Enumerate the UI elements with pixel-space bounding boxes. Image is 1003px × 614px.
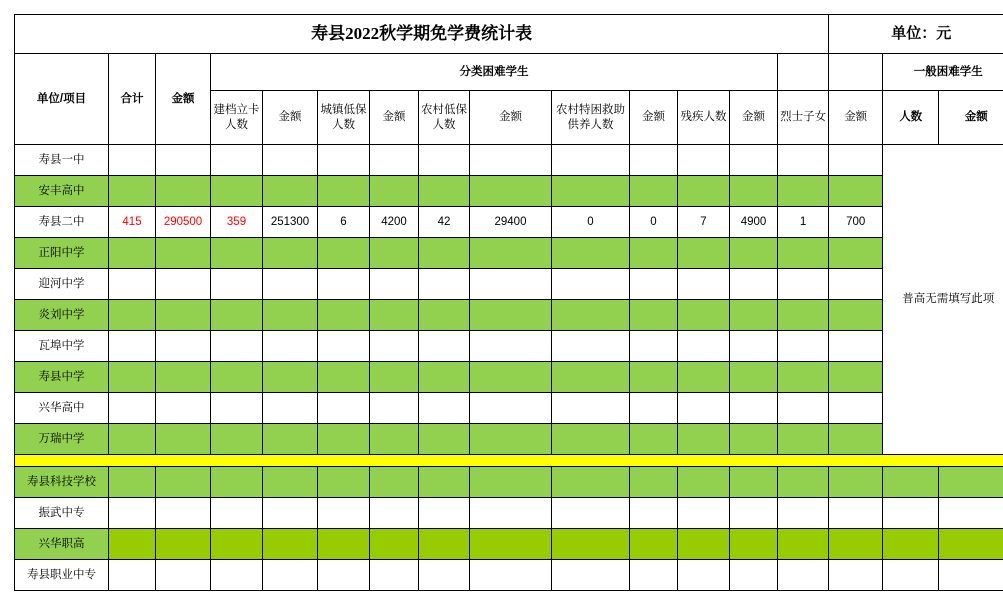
table-row <box>15 176 1003 207</box>
school-name: 安丰高中 <box>15 176 109 207</box>
urban-amount-cell: 4200 <box>370 207 419 238</box>
header-total: 合计 <box>109 54 156 145</box>
table-row <box>15 424 1003 455</box>
header-blank <box>778 54 829 91</box>
statistics-sheet <box>14 14 995 591</box>
header-disabled-amount: 金额 <box>730 91 778 145</box>
header-special-amount: 金额 <box>630 91 678 145</box>
header-general-count: 人数 <box>883 91 939 145</box>
separator-row <box>15 455 1003 467</box>
urban-count-cell: 6 <box>318 207 370 238</box>
header-general-group: 一般困难学生 <box>883 54 1003 91</box>
rural-amount-cell: 29400 <box>470 207 552 238</box>
header-blank <box>829 54 883 91</box>
martyr-amount-cell: 700 <box>829 207 883 238</box>
school-name: 炎刘中学 <box>15 300 109 331</box>
table-row <box>15 529 1003 560</box>
martyr-count-cell: 1 <box>778 207 829 238</box>
table-row <box>15 467 1003 498</box>
header-disabled-count: 残疾人数 <box>678 91 730 145</box>
school-name: 寿县科技学校 <box>15 467 109 498</box>
school-name: 万瑞中学 <box>15 424 109 455</box>
disabled-amount-cell: 4900 <box>730 207 778 238</box>
sheet-title: 寿县2022秋学期免学费统计表 <box>15 15 829 54</box>
disabled-count-cell: 7 <box>678 207 730 238</box>
header-general-amount: 金额 <box>939 91 1003 145</box>
general-note: 普高无需填写此项 <box>883 145 1003 455</box>
header-martyr-count: 烈士子女 <box>778 91 829 145</box>
header-unit-item: 单位/项目 <box>15 54 109 145</box>
special-amount-cell: 0 <box>630 207 678 238</box>
total-cell: 415 <box>109 207 156 238</box>
header-card-amount: 金额 <box>263 91 318 145</box>
header-special-count: 农村特困救助供养人数 <box>552 91 630 145</box>
table-row <box>15 300 1003 331</box>
special-count-cell: 0 <box>552 207 630 238</box>
header-amount: 金额 <box>156 54 211 145</box>
school-name: 寿县一中 <box>15 145 109 176</box>
header-urban-amount: 金额 <box>370 91 419 145</box>
unit-label: 单位：元 <box>829 15 1003 54</box>
school-name: 振武中专 <box>15 498 109 529</box>
header-rural-amount: 金额 <box>470 91 552 145</box>
school-name: 兴华高中 <box>15 393 109 424</box>
header-rural-count: 农村低保人数 <box>419 91 470 145</box>
school-name: 兴华职高 <box>15 529 109 560</box>
table-row <box>15 362 1003 393</box>
table-row <box>15 238 1003 269</box>
table-row <box>15 498 1003 529</box>
header-card-count: 建档立卡人数 <box>211 91 263 145</box>
card-amount-cell: 251300 <box>263 207 318 238</box>
fee-exemption-table <box>14 14 1003 591</box>
table-row <box>15 269 1003 300</box>
school-name: 正阳中学 <box>15 238 109 269</box>
rural-count-cell: 42 <box>419 207 470 238</box>
table-row <box>15 560 1003 591</box>
school-name: 寿县二中 <box>15 207 109 238</box>
table-row <box>15 331 1003 362</box>
header-urban-count: 城镇低保人数 <box>318 91 370 145</box>
table-row <box>15 207 1003 238</box>
table-row <box>15 145 1003 176</box>
header-category-group: 分类困难学生 <box>211 54 778 91</box>
amount-cell: 290500 <box>156 207 211 238</box>
table-row <box>15 393 1003 424</box>
card-count-cell: 359 <box>211 207 263 238</box>
school-name: 寿县职业中专 <box>15 560 109 591</box>
header-martyr-amount: 金额 <box>829 91 883 145</box>
school-name: 迎河中学 <box>15 269 109 300</box>
school-name: 瓦埠中学 <box>15 331 109 362</box>
school-name: 寿县中学 <box>15 362 109 393</box>
